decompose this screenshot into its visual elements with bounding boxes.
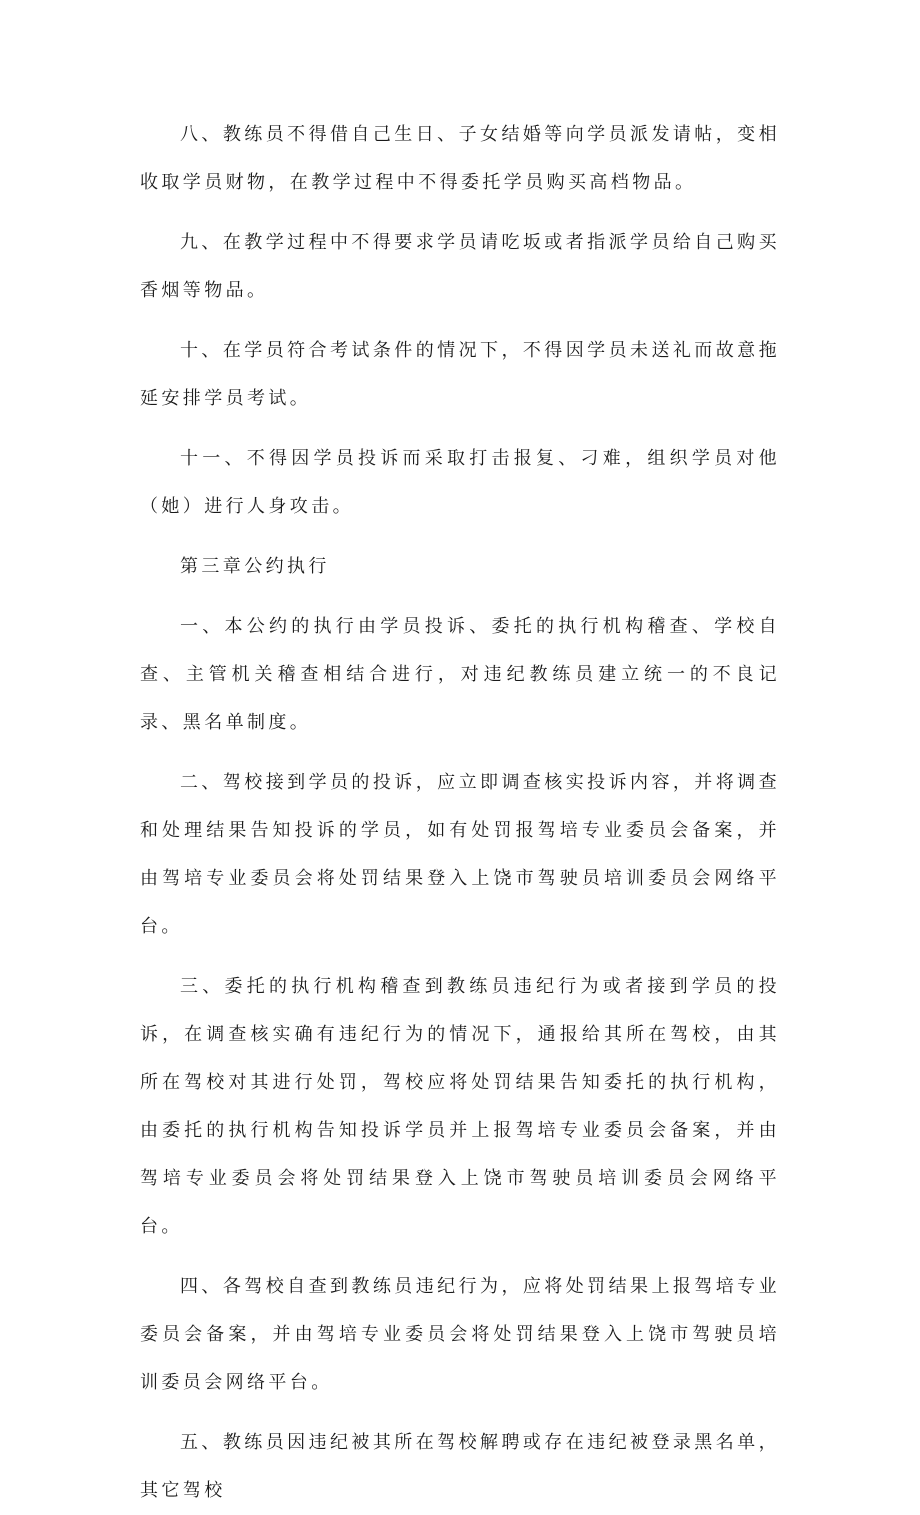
paragraph-enforcement-1: 一、本公约的执行由学员投诉、委托的执行机构稽查、学校自查、主管机关稽查相结合进行，对违纪教练员建立统一的不良记录、黑名单制度。 bbox=[140, 616, 780, 733]
chapter-heading: 第三章公约执行 bbox=[180, 556, 330, 577]
paragraph-rule-9: 九、在教学过程中不得要求学员请吃坂或者指派学员给自己购买香烟等物品。 bbox=[140, 232, 780, 301]
paragraph-enforcement-4: 四、各驾校自查到教练员违纪行为，应将处罚结果上报驾培专业委员会备案，并由驾培专业委员会将处罚结果登入上饶市驾驶员培训委员会网络平台。 bbox=[140, 1276, 780, 1393]
paragraph-enforcement-3: 三、委托的执行机构稽查到教练员违纪行为或者接到学员的投诉，在调查核实确有违纪行为的情况下，通报给其所在驾校，由其所在驾校对其进行处罚，驾校应将处罚结果告知委托的执行机构，由委托的执行机构告知投诉学员并上报驾培专业委员会备案，并由驾培专业委员会将处罚结果登入上饶市驾驶员培训委员会网络平台。 bbox=[140, 976, 780, 1237]
paragraph-rule-8: 八、教练员不得借自己生日、子女结婚等向学员派发请帖，变相收取学员财物，在教学过程中不得委托学员购买高档物品。 bbox=[140, 124, 780, 193]
paragraph-enforcement-2: 二、驾校接到学员的投诉，应立即调查核实投诉内容，并将调查和处理结果告知投诉的学员，如有处罚报驾培专业委员会备案，并由驾培专业委员会将处罚结果登入上饶市驾驶员培训委员会网络平台。 bbox=[140, 772, 780, 937]
paragraph-rule-10: 十、在学员符合考试条件的情况下，不得因学员未送礼而故意拖延安排学员考试。 bbox=[140, 340, 780, 409]
paragraph-rule-11: 十一、不得因学员投诉而采取打击报复、刁难，组织学员对他（她）进行人身攻击。 bbox=[140, 448, 780, 517]
paragraph-enforcement-5: 五、教练员因违纪被其所在驾校解聘或存在违纪被登录黑名单，其它驾校 bbox=[140, 1432, 780, 1501]
